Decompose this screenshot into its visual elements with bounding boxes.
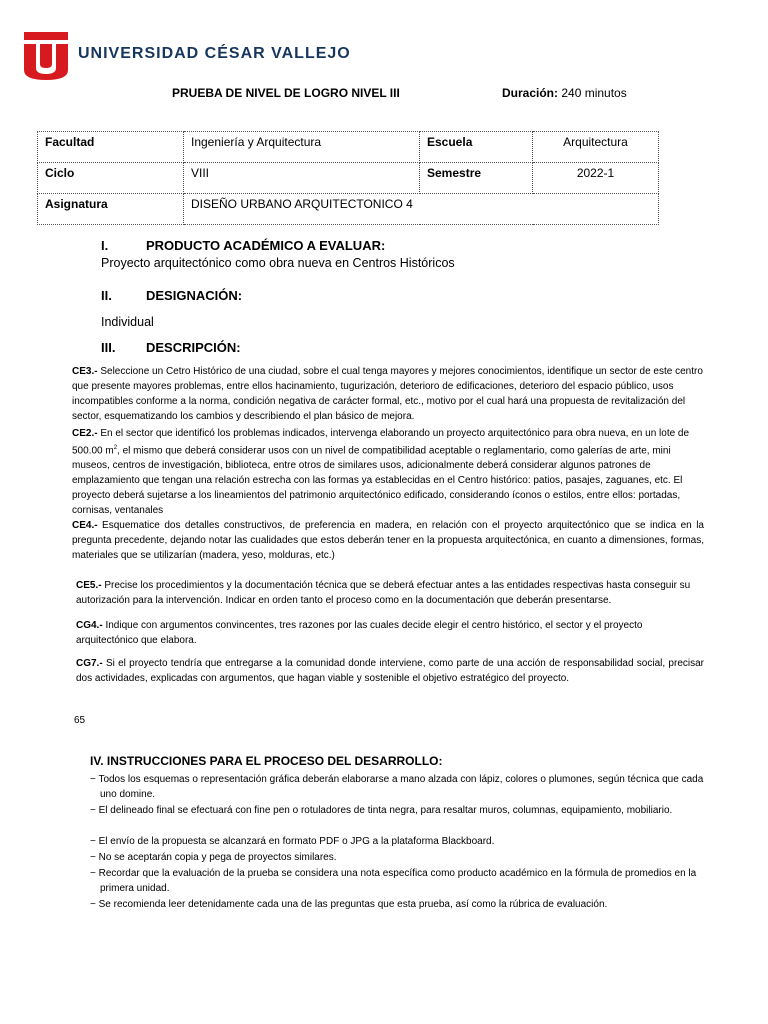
section-2-heading bbox=[101, 288, 242, 303]
duration-label: Duración: bbox=[502, 86, 559, 100]
criterion-code: CG4.- bbox=[76, 620, 103, 631]
section-title: PRODUCTO ACADÉMICO A EVALUAR: bbox=[146, 238, 386, 253]
facultad-label: Facultad bbox=[38, 132, 184, 163]
criterion-code: CE3.- bbox=[72, 366, 98, 377]
criterion-ce2 bbox=[72, 426, 704, 518]
section-3-heading bbox=[101, 340, 241, 355]
criterion-text: En el sector que identificó los problemas indicados, intervenga elaborando un proyecto arquitectónico para obra nueva, en un lote de 500.00 m bbox=[72, 428, 690, 457]
list-item: − El envío de la propuesta se alcanzará en formato PDF o JPG a la plataforma Blackboard. bbox=[90, 836, 495, 847]
table-row bbox=[38, 163, 659, 194]
page-number: 65 bbox=[74, 715, 86, 726]
asignatura-label: Asignatura bbox=[38, 194, 184, 225]
criterion-text: Precise los procedimientos y la documentación técnica que se deberá efectuar antes a las entidades respectivas hasta conseguir su autorización para la intervención. Indicar en orden tanto el proceso como en la documentación que deberán presentarse. bbox=[76, 580, 691, 606]
list-item: − El delineado final se efectuará con fine pen o rotuladores de tinta negra, para resaltar muros, columnas, equipamiento, mobiliario. bbox=[90, 805, 673, 816]
exam-title: PRUEBA DE NIVEL DE LOGRO NIVEL III bbox=[172, 86, 400, 100]
duration bbox=[502, 86, 627, 100]
duration-value: 240 minutos bbox=[561, 86, 627, 100]
criterion-code: CE5.- bbox=[76, 580, 102, 591]
ciclo-value: VIII bbox=[184, 163, 420, 194]
criterion-code: CE4.- bbox=[72, 520, 98, 531]
list-item: − Todos los esquemas o representación gráfica deberán elaborarse a mano alzada con lápiz, colores o plumones, según técnica que cada uno domine. bbox=[90, 774, 704, 800]
list-item: − No se aceptarán copia y pega de proyectos similares. bbox=[90, 852, 337, 863]
section-number: III. bbox=[101, 340, 116, 355]
section-1-text: Proyecto arquitectónico como obra nueva en Centros Históricos bbox=[101, 256, 455, 270]
table-row bbox=[38, 132, 659, 163]
criterion-code: CG7.- bbox=[76, 658, 103, 669]
list-item: − Recordar que la evaluación de la prueba se considera una nota específica como producto académico en la fórmula de promedios en la primera unidad. bbox=[90, 868, 697, 894]
university-name: UNIVERSIDAD CÉSAR VALLEJO bbox=[78, 45, 351, 62]
criterion-code: CE2.- bbox=[72, 428, 98, 439]
criterion-cg7 bbox=[76, 656, 704, 686]
escuela-value: Arquitectura bbox=[533, 132, 659, 163]
section-title: DESCRIPCIÓN: bbox=[146, 340, 241, 355]
criterion-ce3 bbox=[72, 364, 704, 424]
list-item: − Se recomienda leer detenidamente cada una de las preguntas que esta prueba, así como la rúbrica de evaluación. bbox=[90, 899, 608, 910]
criterion-cg4 bbox=[76, 618, 704, 648]
ucv-logo-icon bbox=[22, 30, 70, 82]
section-number: II. bbox=[101, 288, 112, 303]
semestre-label: Semestre bbox=[420, 163, 533, 194]
criterion-ce5 bbox=[76, 578, 704, 608]
section-number: I. bbox=[101, 238, 109, 253]
criterion-ce4 bbox=[72, 518, 704, 563]
asignatura-value: DISEÑO URBANO ARQUITECTONICO 4 bbox=[184, 194, 659, 225]
section-1-heading bbox=[101, 238, 385, 253]
criterion-text: Indique con argumentos convincentes, tres razones por las cuales decide elegir el centro histórico, el sector y el proyecto arquitectónico que elabora. bbox=[76, 620, 643, 646]
section-title: DESIGNACIÓN: bbox=[146, 288, 243, 303]
facultad-value: Ingeniería y Arquitectura bbox=[184, 132, 420, 163]
superscript: 2 bbox=[113, 445, 118, 451]
criterion-text: Esquematice dos detalles constructivos, de preferencia en madera, en relación con el proyecto arquitectónico que se indica en la pregunta precedente, dejando notar las cualidades que estos deberán tener en la propuesta arquitectónica, en cuanto a dimensiones, formas, materiales que se utilizarían (madera, yeso, molduras, etc.) bbox=[72, 520, 704, 561]
semestre-value: 2022-1 bbox=[533, 163, 659, 194]
section-4-heading: IV. INSTRUCCIONES PARA EL PROCESO DEL DESARROLLO: bbox=[90, 754, 443, 768]
escuela-label: Escuela bbox=[420, 132, 533, 163]
criterion-text: , el mismo que deberá considerar usos con un nivel de compatibilidad aceptable o reglamentario, como galerías de arte, mini museos, centros de investigación, biblioteca, entre otros de similares usos, adicionalmente deberá considerar algunos patrones de emplazamiento que tengan una relación estrecha con las formas ya establecidas en el Centro histórico: patios, pasajes, zaguanes, etc. El proyecto deberá sujetarse a los lineamientos del patrimonio arquitectónico edificado, considerando íconos o estilos, entre ellos: portadas, cornisas, ventanales bbox=[72, 445, 683, 517]
section-2-text: Individual bbox=[101, 315, 154, 329]
table-row bbox=[38, 194, 659, 225]
criterion-text: Seleccione un Cetro Histórico de una ciudad, sobre el cual tenga mayores y mejores conocimientos, identifique un sector de este centro que presente mayores problemas, entre ellos hacinamiento, tugurización, deterioro de edificaciones, deterioro del espacio público, usos incompatibles conforme a la norma, condición negativa de carácter formal, etc., motivo por el cual hará una propuesta de revitalización del sector, esquematizando los cambios y describiendo el plan básico de mejora. bbox=[72, 366, 703, 422]
info-table bbox=[37, 131, 659, 225]
criterion-text: Si el proyecto tendría que entregarse a la comunidad donde interviene, como parte de una acción de responsabilidad social, precisar dos actividades, explicadas con argumentos, que hagan viable y sostenible el objetivo estratégico del proyecto. bbox=[76, 658, 704, 684]
ciclo-label: Ciclo bbox=[38, 163, 184, 194]
